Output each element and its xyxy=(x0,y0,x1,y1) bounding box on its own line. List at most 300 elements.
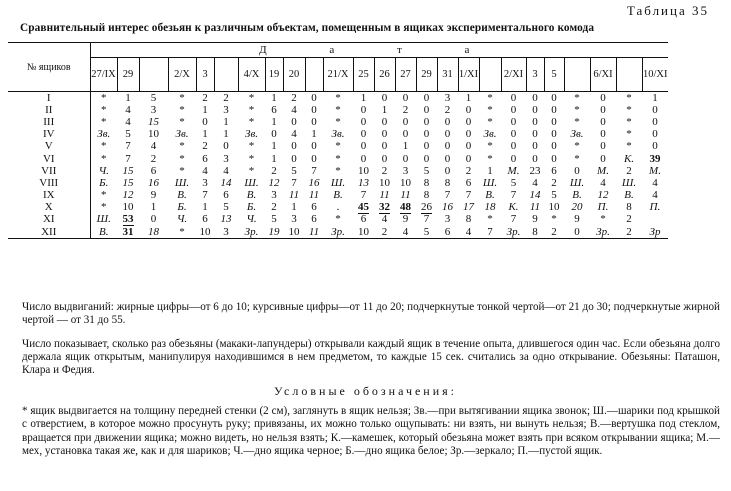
table-cell: 0 xyxy=(444,165,451,177)
table-cell: 4 xyxy=(291,104,297,116)
table-cell: 7 xyxy=(125,152,131,165)
table-cell: 1 xyxy=(402,140,409,153)
table-cell: 5 xyxy=(423,165,430,177)
table-cell: 0 xyxy=(423,116,430,128)
table-cell: 0 xyxy=(360,128,367,141)
table-cell: 13 xyxy=(358,177,369,189)
date-header-cell: 25 xyxy=(353,58,374,92)
table-cell xyxy=(395,202,416,214)
table-cell: * xyxy=(248,91,255,104)
table-cell: 10 xyxy=(400,177,411,189)
table-cell: 0 xyxy=(510,128,517,141)
table-cell: 3 xyxy=(150,104,157,116)
table-body xyxy=(8,92,668,239)
table-cell: 16 xyxy=(308,177,320,189)
table-title: Сравнительный интерес обезьян к различным объектам, помещенным в ящиках экспериментального комода xyxy=(20,22,595,34)
table-cell: 8 xyxy=(423,177,430,189)
table-cell: 0 xyxy=(532,116,538,128)
table-cell: 1 xyxy=(271,152,277,165)
table-cell: Ш. xyxy=(621,177,637,189)
table-cell: 8 xyxy=(444,177,451,189)
table-row xyxy=(8,153,668,165)
table-cell: 10 xyxy=(358,165,369,177)
table-cell: 2 xyxy=(551,177,557,189)
box-number: V xyxy=(8,141,90,153)
table-cell: 1 xyxy=(202,201,208,214)
table-cell: М. xyxy=(597,165,609,177)
box-number: IV xyxy=(8,129,90,141)
table-cell: * xyxy=(574,91,580,104)
table-cell: 0 xyxy=(291,140,297,153)
table-cell: * xyxy=(335,91,341,104)
table-cell: 0 xyxy=(600,128,606,141)
table-cell: 0 xyxy=(311,104,317,116)
table-number: Таблица 35 xyxy=(626,3,709,18)
table-cell: * xyxy=(101,104,107,116)
table-cell: 9 xyxy=(532,213,538,226)
box-number: I xyxy=(8,92,90,105)
table-cell: * xyxy=(487,104,493,116)
table-cell: 2 xyxy=(271,201,277,214)
table-cell: * xyxy=(487,140,493,153)
table-cell: 2 xyxy=(465,165,472,177)
table-cell: 10 xyxy=(148,128,159,141)
table-cell: * xyxy=(248,104,255,116)
table-cell: 6 xyxy=(311,201,317,214)
date-header-cell: 26 xyxy=(374,58,395,92)
date-header-cell: 27/IX xyxy=(90,58,117,92)
table-cell: 0 xyxy=(532,91,538,104)
table-cell: . xyxy=(336,201,340,214)
table-cell: 1 xyxy=(223,128,229,141)
date-header-cell: 4/X xyxy=(238,58,265,92)
cell-value: 31 xyxy=(122,226,134,238)
table-cell: 6 xyxy=(223,189,229,202)
table-cell: * xyxy=(248,116,255,128)
table-cell: 6 xyxy=(271,104,277,116)
table-cell: 4 xyxy=(652,177,658,189)
table-cell: * xyxy=(335,104,341,116)
table-cell: * xyxy=(179,116,185,128)
table-cell: 7 xyxy=(202,189,208,202)
table-cell: 2 xyxy=(626,213,632,226)
table-cell: 4 xyxy=(381,213,388,226)
table-cell: 0 xyxy=(465,116,472,128)
table-cell: * xyxy=(179,140,185,153)
table-cell: 7 xyxy=(465,189,472,202)
table-cell: 1 xyxy=(202,104,208,116)
table-cell: * xyxy=(101,201,107,214)
date-header-cell xyxy=(479,58,501,92)
table-cell: 0 xyxy=(465,152,472,165)
cell-value: 23 xyxy=(529,165,541,177)
table-cell: Зв. xyxy=(97,128,111,141)
table-cell: 1 xyxy=(291,201,297,214)
table-cell: 0 xyxy=(311,91,317,104)
table-cell: 0 xyxy=(574,165,580,177)
table-cell: 2 xyxy=(374,226,395,239)
table-cell xyxy=(353,202,374,214)
cell-value: 32 xyxy=(379,201,390,214)
table-cell xyxy=(526,165,544,177)
box-number: XII xyxy=(8,226,90,239)
table-cell: Зв. xyxy=(483,128,497,141)
table-cell: Зр. xyxy=(323,226,353,239)
table-cell: * xyxy=(626,104,632,116)
table-cell: Зв. xyxy=(331,128,345,141)
table-cell: 0 xyxy=(551,152,557,165)
table-cell: 0 xyxy=(423,152,430,165)
date-header-cell: 3 xyxy=(196,58,214,92)
table-cell: 10 xyxy=(548,201,560,214)
table-cell: Ч. xyxy=(98,165,109,177)
table-cell: 0 xyxy=(381,140,388,153)
table-cell: 4 xyxy=(395,226,416,239)
table-cell: Зв. xyxy=(175,128,189,141)
table-cell: 0 xyxy=(532,104,538,116)
table-cell: 12 xyxy=(597,189,609,202)
dates-row xyxy=(8,58,668,92)
table-cell: 7 xyxy=(479,226,501,239)
table-cell: 0 xyxy=(551,104,557,116)
legend-heading: Условные обозначения: xyxy=(273,384,458,398)
table-cell: * xyxy=(248,152,255,165)
table-cell: 1 xyxy=(271,140,277,153)
table-cell: 12 xyxy=(268,177,280,189)
table-cell: 2 xyxy=(202,140,208,153)
table-cell: 5 xyxy=(150,91,157,104)
table-cell: 4 xyxy=(458,226,479,239)
number-legend-note: Число выдвиганий: жирные цифры—от 6 до 10; курсивные цифры—от 11 до 20; подчеркнутые тонкой чертой—от 21 до 30; подчеркнутые жирной чертой — от 31 до 55. xyxy=(22,301,720,327)
table-cell: 11 xyxy=(379,189,390,202)
date-header-cell: 20 xyxy=(283,58,305,92)
table-row xyxy=(8,190,668,202)
table-cell: В. xyxy=(333,189,343,202)
table-row xyxy=(8,165,668,177)
date-header-cell: 2/XI xyxy=(501,58,526,92)
table-cell: 10 xyxy=(379,177,390,189)
date-header-cell: 3 xyxy=(526,58,544,92)
table-cell: 17 xyxy=(463,201,474,214)
table-cell: 1 xyxy=(381,104,388,116)
table-cell: 0 xyxy=(652,116,658,128)
table-cell: 3 xyxy=(202,177,208,189)
table-cell: 9 xyxy=(402,213,409,226)
table-cell: 5 xyxy=(271,213,277,226)
table-cell: 16 xyxy=(442,201,453,214)
table-cell: П. xyxy=(597,201,609,214)
date-header-cell: 21/X xyxy=(323,58,353,92)
table-cell: 2 xyxy=(381,165,388,177)
cell-value: 39 xyxy=(649,152,661,165)
table-cell xyxy=(642,153,668,165)
table-cell: Ч. xyxy=(246,213,257,226)
table-cell: 0 xyxy=(652,128,658,141)
date-header-cell xyxy=(139,58,168,92)
table-cell: * xyxy=(487,213,493,226)
box-number: X xyxy=(8,202,90,214)
table-cell: * xyxy=(248,140,255,153)
table-cell: 7 xyxy=(444,189,451,202)
table-cell: * xyxy=(574,116,580,128)
table-cell: Ш. xyxy=(569,177,585,189)
table-cell: 9 xyxy=(574,213,580,226)
table-cell: 10 xyxy=(196,226,214,239)
date-header-cell: 31 xyxy=(437,58,458,92)
cell-value: 26 xyxy=(421,201,432,214)
table-cell: 0 xyxy=(311,140,317,153)
table-cell: * xyxy=(335,165,341,177)
table-cell: 3 xyxy=(444,91,451,104)
table-cell: * xyxy=(487,116,493,128)
table-cell: 6 xyxy=(202,152,208,165)
table-cell: * xyxy=(179,91,185,104)
table-cell: 0 xyxy=(600,104,606,116)
table-cell: 15 xyxy=(148,116,159,128)
table-row xyxy=(8,92,668,105)
table-cell: 15 xyxy=(122,165,134,177)
table-cell: 2 xyxy=(402,104,409,116)
table-cell: 9 xyxy=(150,189,157,202)
table-cell: 0 xyxy=(402,116,409,128)
table-cell: 11 xyxy=(288,189,300,202)
table-cell: 7 xyxy=(125,140,131,153)
table-cell: 0 xyxy=(381,91,388,104)
date-header-cell: 10/XI xyxy=(642,58,668,92)
table-cell: 6 xyxy=(437,226,458,239)
table-cell: 1 xyxy=(271,91,277,104)
table-cell: М. xyxy=(649,165,661,177)
table-cell: 5 xyxy=(223,201,229,214)
table-cell: К. xyxy=(508,201,519,214)
table-cell: 0 xyxy=(402,91,409,104)
table-cell: 0 xyxy=(600,140,606,153)
table-cell: 5 xyxy=(416,226,437,239)
table-cell: * xyxy=(487,152,493,165)
table-cell: 0 xyxy=(381,116,388,128)
table-cell: * xyxy=(101,140,107,153)
table-cell: 0 xyxy=(564,226,590,239)
table-cell: 11 xyxy=(305,226,323,239)
table-cell: * xyxy=(487,91,493,104)
table-cell: 3 xyxy=(223,104,229,116)
table-cell: Ш. xyxy=(174,177,190,189)
table-cell: Ш. xyxy=(330,177,346,189)
table-cell: 1 xyxy=(150,201,157,214)
table-cell: 0 xyxy=(360,152,367,165)
table-cell: 0 xyxy=(423,104,430,116)
table-cell: 0 xyxy=(360,116,367,128)
date-header-cell xyxy=(616,58,642,92)
box-number: III xyxy=(8,116,90,128)
table-cell: 7 xyxy=(360,189,367,202)
table-cell: * xyxy=(626,116,632,128)
table-cell: * xyxy=(335,152,341,165)
table-cell: 6 xyxy=(551,165,557,177)
table-cell: 1 xyxy=(271,116,277,128)
table-cell: 0 xyxy=(551,140,557,153)
table-cell: * xyxy=(179,104,185,116)
table-cell: 10 xyxy=(122,201,134,214)
box-number: VI xyxy=(8,153,90,165)
table-cell: 0 xyxy=(532,152,538,165)
table-cell: 0 xyxy=(551,91,557,104)
table-row xyxy=(8,141,668,153)
table-cell: 0 xyxy=(271,128,277,141)
table-cell: 19 xyxy=(265,226,283,239)
table-cell: 0 xyxy=(600,91,606,104)
table-cell: 0 xyxy=(202,116,208,128)
table-cell: 3 xyxy=(214,226,238,239)
table-cell: 0 xyxy=(291,152,297,165)
table-cell: 0 xyxy=(510,91,517,104)
cell-value: 53 xyxy=(122,213,134,226)
table-cell: Ш. xyxy=(96,213,111,226)
table-cell: * xyxy=(600,213,606,226)
table-cell: 13 xyxy=(220,213,232,226)
box-number: XI xyxy=(8,214,90,226)
table-cell: * xyxy=(551,213,557,226)
table-row xyxy=(8,226,668,239)
table-cell: * xyxy=(574,104,580,116)
table-cell xyxy=(416,202,437,214)
table-cell: 0 xyxy=(532,140,538,153)
table-cell: П. xyxy=(649,201,661,214)
table-cell: Зв. xyxy=(245,128,258,141)
table-cell: 2 xyxy=(223,91,229,104)
table-cell: 18 xyxy=(484,201,496,214)
date-header-cell: 19 xyxy=(265,58,283,92)
table-cell: 0 xyxy=(423,140,430,153)
table-cell: К. xyxy=(623,152,635,165)
table-cell: 7 xyxy=(291,177,297,189)
table-cell: 14 xyxy=(220,177,232,189)
box-number: IX xyxy=(8,190,90,202)
table-cell: 0 xyxy=(444,140,451,153)
table-cell: 4 xyxy=(223,165,229,177)
table-cell: 1 xyxy=(465,91,472,104)
date-header-cell: 1/XI xyxy=(458,58,479,92)
table-cell: 11 xyxy=(308,189,320,202)
date-header-cell: 27 xyxy=(395,58,416,92)
date-header-cell xyxy=(305,58,323,92)
table-cell: В. xyxy=(624,189,634,202)
table-cell: 1 xyxy=(311,128,317,141)
table-cell: Б. xyxy=(99,177,109,189)
table-cell: Б. xyxy=(177,201,187,214)
table-cell: 2 xyxy=(626,165,632,177)
table-cell: 5 xyxy=(291,165,297,177)
table-row xyxy=(8,129,668,141)
table-cell: 0 xyxy=(551,128,557,141)
table-cell: 6 xyxy=(311,213,317,226)
table-cell: 3 xyxy=(444,213,451,226)
table-cell: 0 xyxy=(532,128,538,141)
cell-value: 45 xyxy=(358,201,369,214)
data-table xyxy=(8,42,668,239)
table-cell: 0 xyxy=(150,213,157,226)
date-header-cell: 29 xyxy=(416,58,437,92)
date-header-cell xyxy=(564,58,590,92)
table-cell: 0 xyxy=(510,104,517,116)
table-cell: 15 xyxy=(122,177,134,189)
table-cell: 0 xyxy=(600,152,606,165)
legend-text: * ящик выдвигается на толщину передней стенки (2 см), заглянуть в ящик нельзя; Зв.—при вытягивании ящика звонок; Ш.—шарики под крышкой с отверстием, в которое можно просунуть руку; привязаны, их можно только ощупывать: ни взять, ни вынуть нельзя; В.—вертушка под стеклом, вращается при движении ящика; можно видеть, но нельзя взять; К.—камешек, который обезьяна может взять при всяком открывании ящика; М.—мех, установка такая же, как и для шариков; Ч.—дно ящика черное; Б.—дно ящика белое; Зр.—зеркало; П.—пустой ящик. xyxy=(22,405,720,458)
table-cell: 4 xyxy=(291,128,297,141)
table-cell: 7 xyxy=(423,213,430,226)
table-cell: 5 xyxy=(125,128,131,141)
date-header-cell: 6/XI xyxy=(590,58,616,92)
table-cell: 0 xyxy=(381,128,388,141)
table-cell: 0 xyxy=(551,116,557,128)
table-cell: 0 xyxy=(402,152,409,165)
table-cell: 0 xyxy=(600,116,606,128)
table-cell: * xyxy=(626,91,632,104)
table-cell: 0 xyxy=(360,104,367,116)
table-cell: 0 xyxy=(510,140,517,153)
table-cell: 4 xyxy=(652,189,658,202)
table-cell: 0 xyxy=(423,128,430,141)
table-row xyxy=(8,202,668,214)
table-cell: 1 xyxy=(652,91,658,104)
table-cell xyxy=(117,226,139,239)
table-cell: 4 xyxy=(532,177,538,189)
table-cell: * xyxy=(101,116,107,128)
table-cell: * xyxy=(335,116,341,128)
table-cell: 0 xyxy=(311,152,317,165)
table-cell: 0 xyxy=(465,140,472,153)
table-cell: 0 xyxy=(465,128,472,141)
table-cell: 2 xyxy=(616,226,642,239)
table-cell: 1 xyxy=(487,165,493,177)
table-cell: * xyxy=(574,152,580,165)
table-cell: 12 xyxy=(122,189,134,202)
table-cell: * xyxy=(168,226,196,239)
table-cell: Зр. xyxy=(238,226,265,239)
table-cell: 0 xyxy=(510,116,517,128)
table-cell: 7 xyxy=(311,165,317,177)
table-cell: 0 xyxy=(444,128,451,141)
table-cell: 4 xyxy=(150,140,157,153)
table-cell: 5 xyxy=(510,177,517,189)
table-cell: 11 xyxy=(529,201,541,214)
table-cell: 11 xyxy=(400,189,411,202)
box-number: II xyxy=(8,104,90,116)
table-cell: 1 xyxy=(360,91,367,104)
table-cell: 8 xyxy=(465,213,472,226)
table-cell: 7 xyxy=(510,189,517,202)
table-cell: 0 xyxy=(360,140,367,153)
table-cell: 4 xyxy=(202,165,208,177)
table-cell: 3 xyxy=(291,213,297,226)
table-cell: 4 xyxy=(125,116,131,128)
table-cell: 1 xyxy=(223,116,229,128)
table-cell: * xyxy=(101,152,107,165)
table-cell: * xyxy=(179,152,185,165)
table-cell: * xyxy=(101,189,107,202)
table-cell: 2 xyxy=(202,91,208,104)
table-cell: 2 xyxy=(291,91,297,104)
table-cell: Ш. xyxy=(244,177,259,189)
table-cell: 0 xyxy=(652,104,658,116)
table-cell: 1 xyxy=(125,91,131,104)
date-header-cell xyxy=(214,58,238,92)
method-note: Число показывает, сколько раз обезьяны (макаки-лапундеры) открывали каждый ящик в течение опыта, длившегося один час. Если обезьяна долго держала ящик открытым, манипулируя находившимся в нем предметом, то каждые 15 сек. считались за одно открывание. Обезьяны: Паташон, Клара и Федия. xyxy=(22,338,720,377)
table-cell: 0 xyxy=(465,104,472,116)
table-cell: * xyxy=(248,165,255,177)
box-number: VII xyxy=(8,165,90,177)
table-cell: 3 xyxy=(271,189,277,202)
